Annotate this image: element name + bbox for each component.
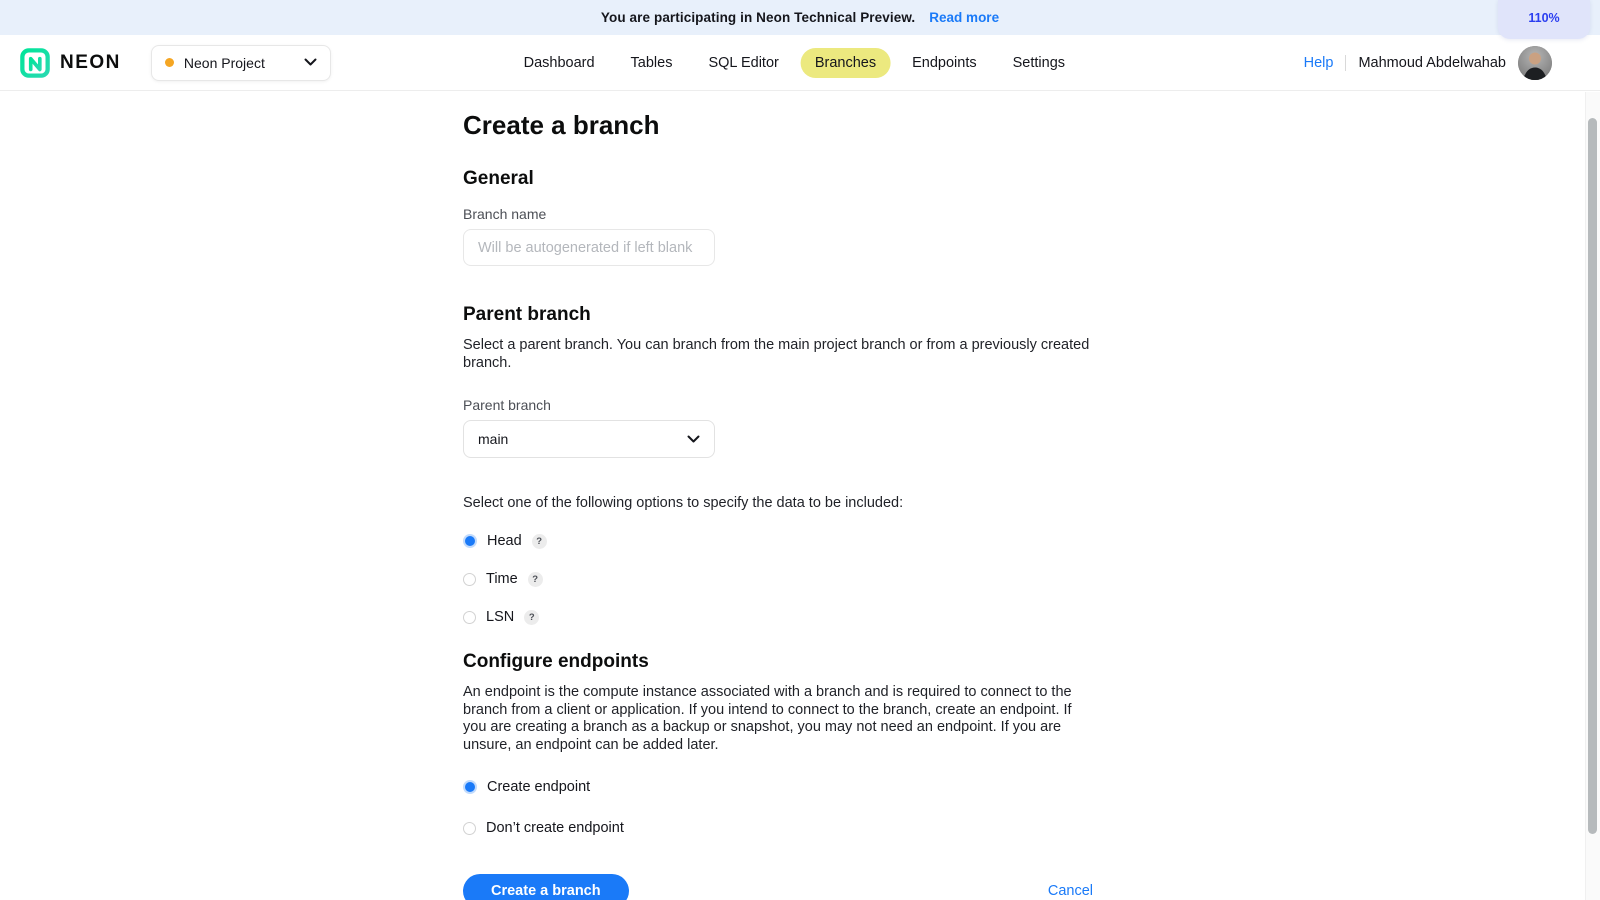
nav-tab-branches[interactable]: Branches [801,48,890,78]
general-section-heading: General [463,168,534,189]
neon-logo-text: NEON [60,51,121,73]
radio-time-label: Time [486,571,518,587]
nav-tab-dashboard[interactable]: Dashboard [523,54,595,71]
parent-branch-description: Select a parent branch. You can branch from the main project branch or from a previously created branch. [463,337,1090,371]
radio-option-lsn[interactable] [463,609,1093,625]
radio-dont-create-endpoint-label: Don’t create endpoint [486,820,624,836]
branch-name-label: Branch name [463,206,547,222]
parent-branch-section-heading: Parent branch [463,304,591,325]
parent-branch-selected-value: main [478,431,509,447]
branch-name-input[interactable] [463,229,715,266]
chevron-down-icon [687,435,700,444]
app-header [0,35,1600,91]
neon-logo[interactable] [20,48,121,78]
radio-lsn-label: LSN [486,609,515,625]
project-status-dot-icon [165,58,174,67]
radio-option-dont-create-endpoint[interactable] [463,820,1093,836]
header-right-group [1304,46,1580,80]
create-branch-button[interactable]: Create a branch [463,874,629,900]
project-selector-label: Neon Project [183,54,265,71]
time-help-icon[interactable]: ? [528,572,543,587]
radio-option-head[interactable] [463,533,1093,549]
main-nav [510,48,1079,78]
radio-dont-create-endpoint-input[interactable] [463,822,476,835]
radio-option-create-endpoint[interactable] [463,779,1093,795]
cancel-link[interactable]: Cancel [1047,883,1093,899]
radio-create-endpoint-input[interactable] [463,780,477,794]
project-selector-dropdown[interactable] [151,45,331,81]
endpoint-options-group [463,779,1093,836]
parent-branch-select[interactable] [463,420,715,458]
technical-preview-banner [0,0,1600,35]
nav-tab-settings[interactable]: Settings [1012,54,1066,71]
nav-tab-tables[interactable]: Tables [630,54,673,71]
radio-create-endpoint-label: Create endpoint [487,779,591,795]
radio-time-input[interactable] [463,573,476,586]
radio-head-label: Head [487,533,522,549]
header-divider [1345,55,1346,71]
lsn-help-icon[interactable]: ? [524,610,539,625]
scrollbar-thumb[interactable] [1588,118,1597,834]
radio-head-input[interactable] [463,534,477,548]
neon-logo-icon [20,48,50,78]
browser-zoom-badge [1498,0,1590,39]
scrollbar-track[interactable] [1585,92,1600,900]
chevron-down-icon [304,58,317,67]
data-options-prompt: Select one of the following options to specify the data to be included: [463,495,904,511]
configure-endpoints-heading: Configure endpoints [463,651,649,672]
read-more-link[interactable]: Read more [929,10,1000,25]
endpoints-description: An endpoint is the compute instance associated with a branch and is required to connect to the branch from a client or application. If you intend to connect to the branch, create an endpoint. If you are creating a branch as a backup or snapshot, you may not need an endpoint. If you are unsure, an endpoint can be added later. [463,684,1072,753]
help-link[interactable]: Help [1303,54,1334,71]
banner-message: You are participating in Neon Technical Preview. [600,10,916,25]
page-title: Create a branch [463,110,660,140]
parent-branch-select-label: Parent branch [463,397,551,413]
radio-option-time[interactable] [463,571,1093,587]
zoom-level-value: 110% [1528,11,1560,25]
form-actions [463,874,1093,900]
radio-lsn-input[interactable] [463,611,476,624]
user-name: Mahmoud Abdelwahab [1358,54,1506,71]
user-avatar[interactable] [1518,46,1552,80]
nav-tab-sql-editor[interactable]: SQL Editor [708,54,779,71]
create-branch-form [463,91,1093,900]
nav-tab-endpoints[interactable]: Endpoints [912,54,977,71]
head-help-icon[interactable]: ? [532,534,547,549]
